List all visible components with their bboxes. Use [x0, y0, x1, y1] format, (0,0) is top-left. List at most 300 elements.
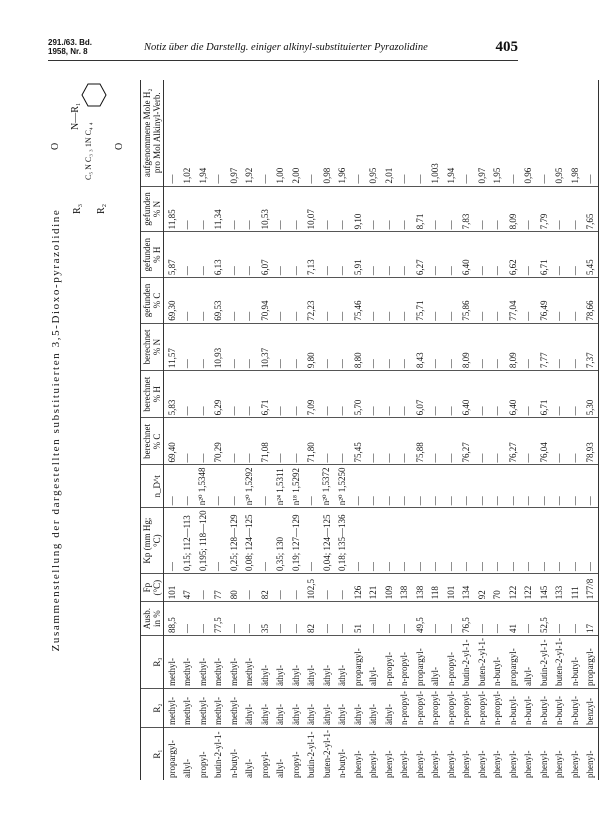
table-cell: — [381, 508, 397, 574]
table-row [552, 80, 568, 780]
table-cell: 7,37 [583, 323, 599, 370]
table-cell: 76,27 [505, 418, 521, 465]
column-header: R₂ [141, 689, 164, 728]
table-cell: — [505, 80, 521, 186]
table-cell: 0,08; 124—125 [242, 508, 258, 574]
column-header: n_D^t [141, 465, 164, 508]
table-cell: — [180, 232, 196, 278]
table-row [505, 80, 521, 780]
table-cell: — [490, 186, 506, 232]
table-cell: phenyl- [569, 750, 580, 778]
running-title: Notiz über die Darstellg. einiger alkinyl-substituierter Pyrazolidine [144, 42, 428, 53]
table-row [366, 80, 382, 780]
table-cell: n-propyl- [412, 689, 428, 728]
table-cell: — [474, 465, 490, 508]
table-cell: 78,93 [583, 418, 599, 465]
table-cell: allyl- [275, 759, 286, 778]
table-cell: — [195, 278, 211, 324]
table-row [474, 80, 490, 780]
table-cell: 1,02 [180, 80, 196, 186]
table-cell: 35 [257, 602, 273, 636]
table-cell: äthyl- [257, 636, 273, 689]
table-cell: — [567, 371, 583, 418]
table-cell: propargyl- [412, 636, 428, 689]
table-cell: 71,08 [257, 418, 273, 465]
structure-formula [50, 80, 150, 220]
table-cell: — [304, 508, 320, 574]
table-cell: 0,97 [474, 80, 490, 186]
table-cell: — [381, 602, 397, 636]
table-cell: 8,09 [505, 323, 521, 370]
table-cell: — [552, 508, 568, 574]
table-cell: 71,80 [304, 418, 320, 465]
table-cell: — [335, 232, 351, 278]
table-cell: — [521, 371, 537, 418]
table-cell: 6,40 [505, 371, 521, 418]
table-cell: — [288, 232, 304, 278]
column-header: Ausb. in % [141, 602, 164, 636]
table-cell: 0,97 [226, 80, 242, 186]
table-cell: 78,66 [583, 278, 599, 324]
table-cell: 80 [226, 574, 242, 602]
table-cell: n²⁴ 1,5311 [273, 465, 289, 508]
table-cell: methyl- [226, 689, 242, 728]
table-cell: — [335, 574, 351, 602]
table-row [242, 80, 258, 780]
table-cell: 7,79 [536, 186, 552, 232]
table-row [211, 80, 227, 780]
table-cell: — [521, 418, 537, 465]
table-cell: — [567, 278, 583, 324]
table-cell: methyl- [180, 689, 196, 728]
table-cell: — [474, 508, 490, 574]
table-row [180, 80, 196, 780]
journal-info [48, 38, 92, 56]
table-cell: 1,98 [567, 80, 583, 186]
table-cell: — [366, 186, 382, 232]
table-cell: — [397, 465, 413, 508]
table-row [335, 80, 351, 780]
table-cell: — [195, 418, 211, 465]
table-cell: — [304, 465, 320, 508]
table-cell: 77 [211, 574, 227, 602]
table-cell: 88,5 [164, 602, 180, 636]
table-cell: 6,71 [257, 371, 273, 418]
table-cell: 0,195; 118—120 [195, 508, 211, 574]
table-cell: phenyl- [507, 750, 518, 778]
table-cell: 101 [443, 574, 459, 602]
table-cell: — [288, 278, 304, 324]
table-cell: — [490, 278, 506, 324]
table-cell: — [412, 80, 428, 186]
table-cell: — [366, 418, 382, 465]
table-cell: n-propyl- [474, 689, 490, 728]
table-cell: äthyl- [288, 636, 304, 689]
table-cell: phenyl- [461, 750, 472, 778]
table-cell: 77,5 [211, 602, 227, 636]
table-cell: phenyl- [368, 750, 379, 778]
table-row [226, 80, 242, 780]
table-cell: äthyl- [304, 689, 320, 728]
table-cell: — [552, 602, 568, 636]
table-cell: 111 [567, 574, 583, 602]
table-cell: — [536, 508, 552, 574]
table-cell: buten-2-yl-1- [321, 730, 332, 778]
table-cell: 9,10 [350, 186, 366, 232]
table-cell: — [567, 418, 583, 465]
table-cell: — [226, 602, 242, 636]
table-cell: — [552, 232, 568, 278]
table-cell: — [226, 278, 242, 324]
table-cell: — [304, 80, 320, 186]
table-cell: — [180, 465, 196, 508]
table-cell: — [428, 278, 444, 324]
table-cell: propyl- [259, 751, 270, 778]
table-cell: 5,30 [583, 371, 599, 418]
table-cell: — [381, 418, 397, 465]
table-cell: 70,94 [257, 278, 273, 324]
table-cell: — [226, 465, 242, 508]
table-cell: phenyl- [583, 728, 599, 780]
table-cell: 10,93 [211, 323, 227, 370]
table-cell: — [350, 80, 366, 186]
table-cell: phenyl- [554, 750, 565, 778]
table-row [521, 80, 537, 780]
table-cell: — [552, 186, 568, 232]
table-cell: phenyl- [492, 750, 503, 778]
table-cell: n-butyl- [552, 689, 568, 728]
table-cell: — [428, 418, 444, 465]
table-cell: — [180, 186, 196, 232]
table-cell: — [288, 602, 304, 636]
table-cell: buten-2-yl-1- [552, 636, 568, 689]
table-cell: 0,95 [552, 80, 568, 186]
table-cell: äthyl- [319, 636, 335, 689]
table-cell: 0,98 [319, 80, 335, 186]
table-cell: 5,83 [164, 371, 180, 418]
table-cell: äthyl- [335, 636, 351, 689]
data-table [140, 80, 599, 780]
table-cell: methyl- [211, 689, 227, 728]
table-cell: — [242, 186, 258, 232]
table-cell: — [397, 602, 413, 636]
table-cell: — [552, 465, 568, 508]
table-cell: n-propyl- [381, 636, 397, 689]
table-cell: — [443, 465, 459, 508]
table-cell: 0,18; 135—136 [335, 508, 351, 574]
table-cell: propargyl- [350, 636, 366, 689]
table-cell: n-propyl- [443, 636, 459, 689]
table-cell: n-butyl- [521, 689, 537, 728]
table-cell: 92 [474, 574, 490, 602]
table-cell: 118 [428, 574, 444, 602]
table-cell: 77,04 [505, 278, 521, 324]
table-cell: — [366, 465, 382, 508]
table-header-row [141, 80, 164, 780]
table-cell: 145 [536, 574, 552, 602]
table-cell: 82 [304, 602, 320, 636]
table-row [490, 80, 506, 780]
page-number: 405 [495, 39, 518, 55]
table-caption: Zusammenstellung der dargestellten substituierten 3,5-Dioxo-pyrazolidine [50, 208, 62, 652]
table-cell: — [273, 323, 289, 370]
phenyl-ring-icon [80, 82, 108, 108]
table-cell: — [428, 186, 444, 232]
table-cell: — [536, 465, 552, 508]
table-cell: 5,45 [583, 232, 599, 278]
table-cell: 102,5 [304, 574, 320, 602]
table-cell: methyl- [164, 636, 180, 689]
table-cell: 7,77 [536, 323, 552, 370]
table-cell: — [273, 371, 289, 418]
table-cell: — [474, 418, 490, 465]
table-cell: — [273, 574, 289, 602]
table-row [350, 80, 366, 780]
table-cell: — [273, 186, 289, 232]
table-cell: butin-2-yl-1- [536, 636, 552, 689]
table-cell: 0,04; 124—125 [319, 508, 335, 574]
table-cell: 10,53 [257, 186, 273, 232]
table-cell: allyl- [182, 759, 193, 778]
column-header: R₃ [141, 636, 164, 689]
table-cell: 17 [583, 602, 599, 636]
table-cell: — [521, 232, 537, 278]
substituent-r2: R₂ [96, 203, 107, 214]
table-cell: — [319, 371, 335, 418]
table-cell: — [242, 574, 258, 602]
table-cell: — [242, 323, 258, 370]
table-cell: 0,15; 112—113 [180, 508, 196, 574]
table-cell: methyl- [195, 689, 211, 728]
table-cell: 8,80 [350, 323, 366, 370]
table-cell: 8,43 [412, 323, 428, 370]
table-cell: — [335, 602, 351, 636]
table-cell: — [273, 232, 289, 278]
table-cell: 1,003 [428, 80, 444, 186]
table-cell: propyl- [197, 751, 208, 778]
table-row [288, 80, 304, 780]
table-cell: 51 [350, 602, 366, 636]
table-cell: — [583, 80, 599, 186]
table-cell: — [490, 371, 506, 418]
table-cell: 70,29 [211, 418, 227, 465]
column-header: Kp (mm Hg; °C) [141, 508, 164, 574]
table-cell: 10,37 [257, 323, 273, 370]
table-cell: 10,07 [304, 186, 320, 232]
table-cell: — [273, 602, 289, 636]
table-cell: 1,96 [335, 80, 351, 186]
table-cell: phenyl- [445, 750, 456, 778]
table-cell: — [459, 80, 475, 186]
table-cell: propyl- [290, 751, 301, 778]
table-cell: 138 [412, 574, 428, 602]
table-cell: phenyl- [430, 750, 441, 778]
table-cell: — [164, 80, 180, 186]
table-cell: — [521, 508, 537, 574]
table-cell: — [428, 371, 444, 418]
table-cell: — [397, 508, 413, 574]
table-cell: — [428, 602, 444, 636]
table-cell: — [443, 508, 459, 574]
table-cell: 75,86 [459, 278, 475, 324]
table-cell: 76,5 [459, 602, 475, 636]
ring-atoms: C₅ N C₃ ₃ 1N C₄ ₄ [84, 122, 93, 180]
table-cell: — [195, 186, 211, 232]
table-cell: n-propyl- [490, 689, 506, 728]
table-cell: — [381, 465, 397, 508]
oxygen-bottom: O [114, 142, 125, 150]
table-cell: 7,13 [304, 232, 320, 278]
table-cell: n-butyl- [505, 689, 521, 728]
table-cell: — [180, 278, 196, 324]
table-cell: phenyl- [383, 750, 394, 778]
table-cell: äthyl- [381, 689, 397, 728]
table-cell: — [257, 80, 273, 186]
oxygen-top: O [50, 142, 61, 150]
table-cell: 1,95 [490, 80, 506, 186]
table-cell: 47 [180, 574, 196, 602]
table-cell: — [335, 418, 351, 465]
table-cell: — [195, 371, 211, 418]
table-cell: — [505, 508, 521, 574]
table-cell: — [428, 232, 444, 278]
table-cell: — [288, 186, 304, 232]
table-cell: — [242, 232, 258, 278]
table-row [273, 80, 289, 780]
table-cell: 122 [505, 574, 521, 602]
table-cell: 101 [164, 574, 180, 602]
table-cell: — [273, 418, 289, 465]
table-cell: — [195, 602, 211, 636]
table-cell: — [443, 186, 459, 232]
table-row [397, 80, 413, 780]
table-cell: 177/8 [583, 574, 599, 602]
table-cell: 11,34 [211, 186, 227, 232]
table-cell: — [552, 418, 568, 465]
table-cell: — [583, 465, 599, 508]
table-cell: — [226, 232, 242, 278]
table-cell: allyl- [366, 636, 382, 689]
substituent-r1: N—R₁ [70, 102, 81, 130]
table-cell: — [397, 186, 413, 232]
table-cell: methyl- [226, 636, 242, 689]
table-cell: n-propyl- [443, 689, 459, 728]
table-cell: butin-2-yl-1- [459, 636, 475, 689]
table-cell: 109 [381, 574, 397, 602]
table-cell: 134 [459, 574, 475, 602]
table-cell: äthyl- [304, 636, 320, 689]
column-header: berechnet % N [141, 323, 164, 370]
table-cell: n-butyl- [567, 689, 583, 728]
table-cell: — [164, 465, 180, 508]
column-header: gefunden % C [141, 278, 164, 324]
table-cell: n²⁰ 1,5348 [195, 465, 211, 508]
table-cell: — [242, 418, 258, 465]
table-cell: n¹⁸ 1,5292 [288, 465, 304, 508]
table-cell: — [381, 186, 397, 232]
table-cell: — [195, 323, 211, 370]
table-cell: buten-2-yl-1- [474, 636, 490, 689]
table-cell: — [567, 508, 583, 574]
table-cell: 76,49 [536, 278, 552, 324]
table-cell: — [273, 278, 289, 324]
table-cell: — [366, 508, 382, 574]
table-cell: 0,96 [521, 80, 537, 186]
table-cell: propargyl- [583, 636, 599, 689]
table-cell: — [567, 186, 583, 232]
table-cell: — [567, 602, 583, 636]
table-cell: n²⁰ 1,5250 [335, 465, 351, 508]
table-cell: methyl- [195, 636, 211, 689]
table-cell: — [474, 232, 490, 278]
table-cell: 69,30 [164, 278, 180, 324]
table-cell: — [428, 323, 444, 370]
table-cell: — [490, 232, 506, 278]
table-row [257, 80, 273, 780]
table-row [412, 80, 428, 780]
table-cell: äthyl- [288, 689, 304, 728]
table-body [164, 80, 599, 780]
table-cell: 6,40 [459, 371, 475, 418]
table-cell: — [319, 574, 335, 602]
table-cell: 11,85 [164, 186, 180, 232]
table-row [304, 80, 320, 780]
column-header: berechnet % C [141, 418, 164, 465]
table-cell: — [443, 418, 459, 465]
table-cell: — [350, 508, 366, 574]
table-cell: — [443, 232, 459, 278]
table-cell: 138 [397, 574, 413, 602]
table-cell: — [474, 371, 490, 418]
table-cell: 8,71 [412, 186, 428, 232]
table-cell: phenyl- [523, 750, 534, 778]
table-cell: — [211, 508, 227, 574]
table-cell: n-propyl- [397, 689, 413, 728]
table-cell: — [242, 371, 258, 418]
column-header: Fp (°C) [141, 574, 164, 602]
table-cell: 6,27 [412, 232, 428, 278]
table-cell: äthyl- [335, 689, 351, 728]
table-cell: — [567, 323, 583, 370]
table-cell: 11,57 [164, 323, 180, 370]
table-cell: 6,40 [459, 232, 475, 278]
table-row [459, 80, 475, 780]
table-cell: — [521, 278, 537, 324]
table-cell: 5,70 [350, 371, 366, 418]
table-cell: — [350, 465, 366, 508]
table-cell: 7,83 [459, 186, 475, 232]
table-cell: — [319, 186, 335, 232]
table-cell: 1,92 [242, 80, 258, 186]
table-cell: — [521, 465, 537, 508]
table-cell: 6,71 [536, 232, 552, 278]
table-cell: — [381, 371, 397, 418]
table-cell: — [180, 418, 196, 465]
table-cell: — [226, 186, 242, 232]
table-cell: 0,19; 127—129 [288, 508, 304, 574]
table-cell: äthyl- [350, 689, 366, 728]
table-cell: butin-2-yl-1- [306, 731, 317, 778]
table-cell: 0,35; 130 [273, 508, 289, 574]
table-cell: — [552, 371, 568, 418]
table-cell: — [490, 465, 506, 508]
table-cell: 8,09 [505, 186, 521, 232]
table-cell: n-butyl- [536, 689, 552, 728]
table-cell: — [211, 465, 227, 508]
table-cell: — [443, 278, 459, 324]
table-row [583, 80, 599, 780]
table-cell: phenyl- [538, 750, 549, 778]
